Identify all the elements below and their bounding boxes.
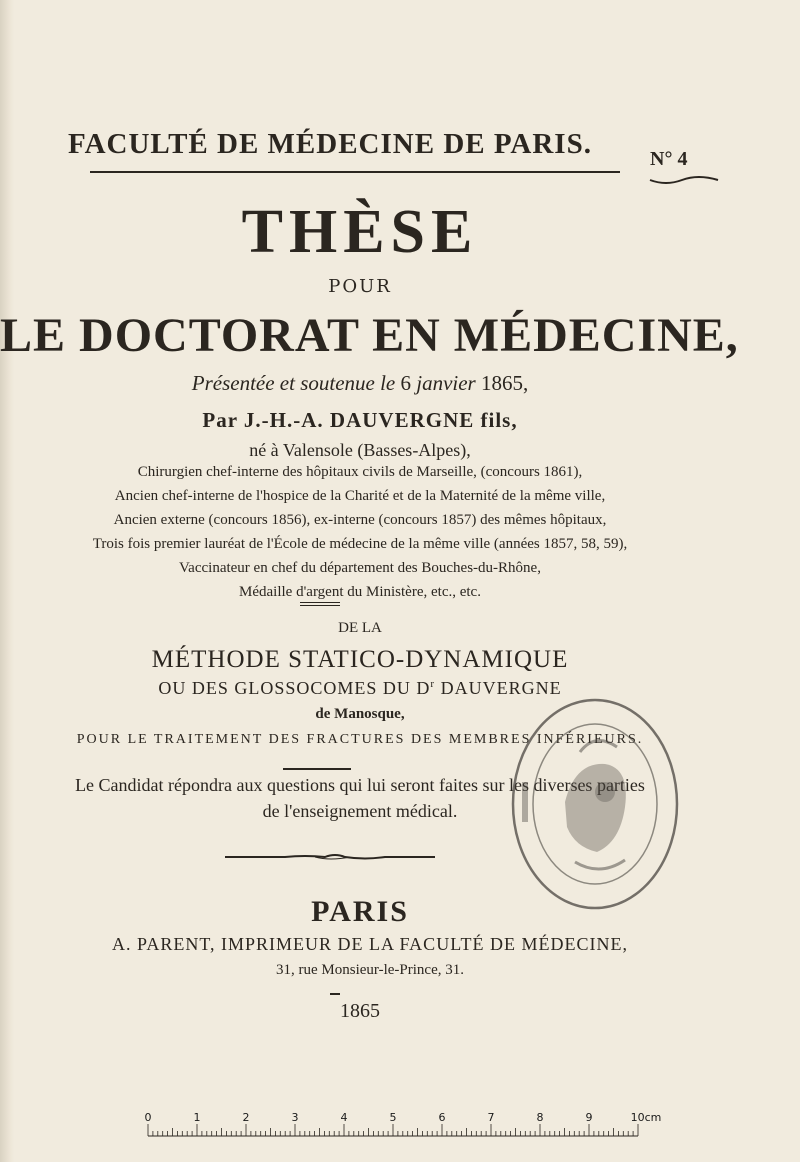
scale-label: 7	[487, 1111, 495, 1124]
subject-methode: MÉTHODE STATICO-DYNAMIQUE	[151, 646, 569, 673]
author-birthplace: né à Valensole (Basses-Alpes),	[249, 440, 471, 460]
scale-ticks	[148, 1124, 638, 1136]
subject-traitement: POUR LE TRAITEMENT DES FRACTURES DES MEMBRES INFÉRIEURS.	[76, 732, 644, 747]
scale-label: 4	[340, 1111, 348, 1124]
scale-label: 9	[585, 1111, 593, 1124]
presentee-prefix: Présentée et soutenue le	[191, 371, 396, 395]
publisher-imprimeur: A. PARENT, IMPRIMEUR DE LA FACULTÉ DE MÉDECINE,	[111, 934, 629, 954]
scale-label: 6	[438, 1111, 446, 1124]
subject-dela: DE LA	[338, 620, 382, 636]
year-dash	[330, 993, 340, 995]
credential-line: Ancien chef-interne de l'hospice de la Charité et de la Maternité de la même ville,	[114, 488, 606, 504]
scale-label: 3	[291, 1111, 299, 1124]
subject-manosque: de Manosque,	[315, 706, 405, 722]
doctorat-title: LE DOCTORAT EN MÉDECINE,	[0, 309, 739, 362]
ornamental-rule	[225, 852, 435, 862]
candidat-rule	[283, 768, 351, 770]
library-stamp-icon	[505, 692, 685, 917]
glossocomes-name: DAUVERGNE	[440, 678, 562, 698]
section-divider-top	[300, 602, 340, 603]
candidat-line-1: Le Candidat répondra aux questions qui lui seront faites sur les diverses parties	[75, 775, 645, 795]
publisher-city: PARIS	[311, 895, 409, 928]
pour-label: POUR	[328, 276, 392, 297]
author-name: Par J.-H.-A. DAUVERGNE fils,	[202, 408, 518, 432]
presentee-year: 1865,	[480, 371, 529, 395]
credential-line: Médaille d'argent du Ministère, etc., etc.	[239, 584, 481, 600]
credential-line: Chirurgien chef-interne des hôpitaux civils de Marseille, (concours 1861),	[137, 464, 583, 480]
candidat-line-2: de l'enseignement médical.	[262, 801, 458, 821]
scale-label: 8	[536, 1111, 544, 1124]
publication-year: 1865	[340, 1000, 380, 1022]
glossocomes-sup: r	[430, 678, 436, 690]
presentee-month: janvier	[416, 371, 476, 395]
header-rule	[90, 171, 620, 173]
glossocomes-text: OU DES GLOSSOCOMES DU D	[158, 678, 431, 698]
credential-line: Ancien externe (concours 1856), ex-interne (concours 1857) des mêmes hôpitaux,	[113, 512, 607, 528]
book-spine-edge	[0, 0, 14, 1162]
scale-label: 0	[144, 1111, 152, 1124]
credential-line: Trois fois premier lauréat de l'École de médecine de la même ville (années 1857, 58, 59),	[92, 536, 628, 552]
number-flourish	[648, 174, 720, 186]
presentation-date	[0, 371, 720, 396]
scale-label: 1	[193, 1111, 201, 1124]
credential-line: Vaccinateur en chef du département des Bouches-du-Rhône,	[179, 560, 541, 576]
these-title: THÈSE	[241, 198, 479, 266]
faculty-header: FACULTÉ DE MÉDECINE DE PARIS.	[68, 128, 592, 160]
thesis-number: N° 4	[650, 148, 688, 170]
scale-label: 10cm	[630, 1111, 662, 1124]
scale-labels	[145, 1111, 662, 1124]
scale-label: 2	[242, 1111, 250, 1124]
publisher-address: 31, rue Monsieur-le-Prince, 31.	[276, 962, 464, 978]
measurement-scale	[144, 1110, 662, 1140]
section-divider-bottom	[300, 605, 340, 606]
scale-label: 5	[389, 1111, 397, 1124]
presentee-day: 6	[400, 371, 411, 395]
